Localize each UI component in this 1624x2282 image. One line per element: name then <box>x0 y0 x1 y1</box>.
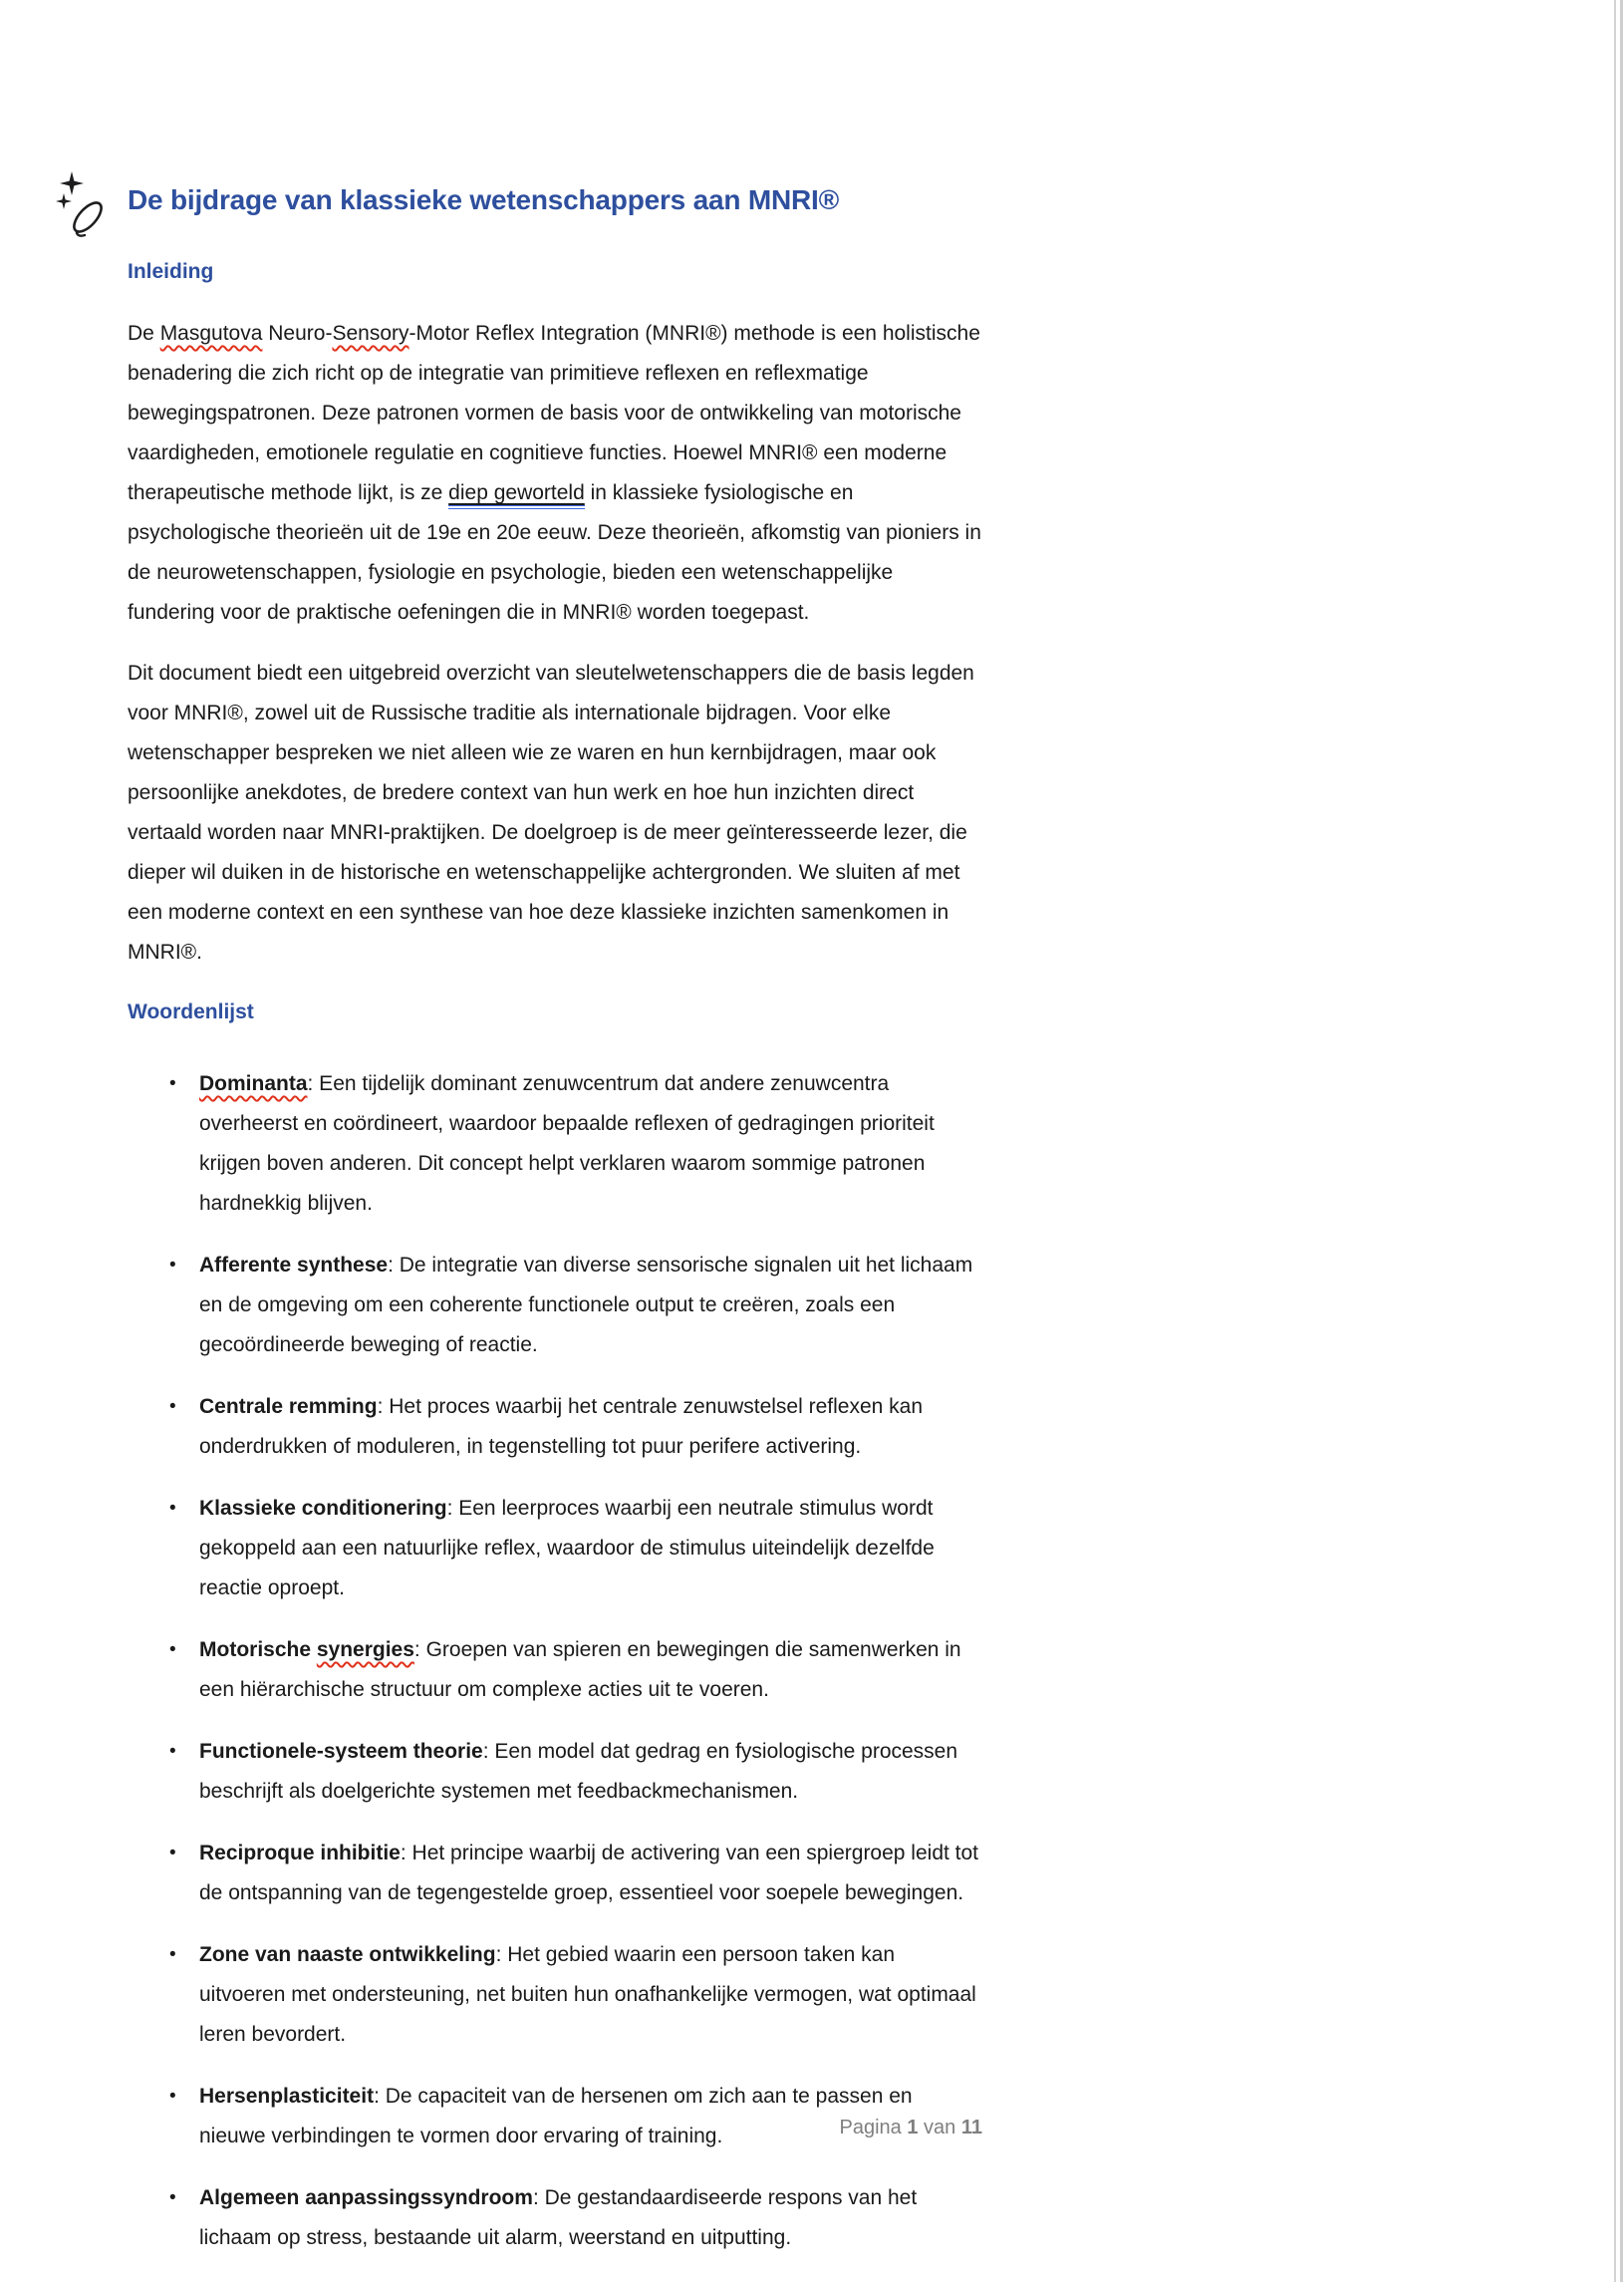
bullet-marker: • <box>169 1843 176 1863</box>
glossary-term: Reciproque inhibitie <box>199 1842 401 1864</box>
glossary-item <box>128 1064 982 1224</box>
glossary-definition: : De integratie van diverse sensorische signalen uit het lichaam en de omgeving om een coherente functionele output te creëren, zoals een gecoördineerde beweging of reactie. <box>199 1254 973 1356</box>
glossary-item <box>128 2178 982 2258</box>
glossary-term: Hersenplasticiteit <box>199 2085 375 2108</box>
glossary-item <box>128 1387 982 1467</box>
bullet-marker: • <box>169 2086 176 2107</box>
canvas-edge-line <box>1620 0 1623 2282</box>
sparkle-icon <box>56 193 72 209</box>
bullet-marker: • <box>169 1639 176 1660</box>
sparkle-icon <box>60 171 84 195</box>
footer-label: Pagina <box>839 2117 908 2139</box>
glossary-definition: : Het principe waarbij de activering van een spiergroep leidt tot de ontspanning van de tegengestelde groep, essentieel voor soepele bewegingen. <box>199 1842 979 1904</box>
bullet-marker: • <box>169 1255 176 1276</box>
glossary-term: Klassieke conditionering <box>199 1497 447 1520</box>
footer-of-label: van <box>918 2117 961 2139</box>
glossary-term: Functionele-systeem theorie <box>199 1740 483 1763</box>
glossary-list <box>128 1064 982 2258</box>
glossary-item <box>128 1246 982 1365</box>
intro-paragraph-2: Dit document biedt een uitgebreid overzicht van sleutelwetenschappers die de basis legden voor MNRI®, zowel uit de Russische traditie als internationale bijdragen. Voor elke wetenschapper bespreken we niet alleen wie ze waren en hun kernbijdragen, maar ook persoonlijke anekdotes, de bredere context van hun werk en hoe hun inzichten direct vertaald worden naar MNRI-praktijken. De doelgroep is de meer geïnteresseerde lezer, die dieper wil duiken in de historische en wetenschappelijke achtergronden. We sluiten af met een moderne context en een synthese van hoe deze klassieke inzichten samenkomen in MNRI®. <box>128 662 974 964</box>
glossary-term: Centrale remming <box>199 1395 378 1418</box>
intro-paragraph-1: De Masgutova Neuro-Sensory-Motor Reflex Integration (MNRI®) methode is een holistische benadering die zich richt op de integratie van primitieve reflexen en reflexmatige bewegingspatronen. Deze patronen vormen de basis voor de ontwikkeling van motorische vaardigheden, emotionele regulatie en cognitieve functies. Hoewel MNRI® een moderne therapeutische methode lijkt, is ze diep geworteld in klassieke fysiologische en psychologische theorieën uit de 19e en 20e eeuw. Deze theorieën, afkomstig van pioniers in de neurowetenschappen, fysiologie en psychologie, bieden een wetenschappelijke fundering voor de praktische oefeningen die in MNRI® worden toegepast. <box>128 322 981 624</box>
page-title: De bijdrage van klassieke wetenschappers aan MNRI® <box>128 184 840 215</box>
bullet-marker: • <box>169 1741 176 1762</box>
glossary-definition: : Een tijdelijk dominant zenuwcentrum dat andere zenuwcentra overheerst en coördineert, waardoor bepaalde reflexen of gedragingen prioriteit krijgen boven anderen. Dit concept helpt verklaren waarom sommige patronen hardnekkig blijven. <box>199 1072 935 1215</box>
section-heading-woordenlijst: Woordenlijst <box>128 1000 254 1023</box>
canvas-edge-line <box>1614 0 1616 2282</box>
glossary-definition: : Groepen van spieren en bewegingen die samenwerken in een hiërarchische structuur om complexe acties uit te voeren. <box>199 1638 961 1701</box>
copilot-pen-sparkle-icon[interactable] <box>50 167 116 243</box>
document-content <box>128 0 982 2280</box>
glossary-term: Zone van naaste ontwikkeling <box>199 1943 496 1966</box>
bullet-marker: • <box>169 1944 176 1965</box>
glossary-item <box>128 1935 982 2055</box>
bullet-marker: • <box>169 1498 176 1519</box>
glossary-definition: : De gestandaardiseerde respons van het lichaam op stress, bestaande uit alarm, weerstand en uitputting. <box>199 2186 918 2249</box>
bullet-marker: • <box>169 2187 176 2208</box>
bullet-marker: • <box>169 1396 176 1417</box>
glossary-definition: : De capaciteit van de hersenen om zich aan te passen en nieuwe verbindingen te vormen door ervaring of training. <box>199 2085 913 2147</box>
glossary-term: Afferente synthese <box>199 1254 389 1277</box>
bullet-marker: • <box>169 1073 176 1094</box>
glossary-definition: : Een leerproces waarbij een neutrale stimulus wordt gekoppeld aan een natuurlijke reflex, waardoor de stimulus uiteindelijk dezelfde reactie oproept. <box>199 1497 935 1599</box>
glossary-item <box>128 1630 982 1710</box>
glossary-term: Algemeen aanpassingssyndroom <box>199 2186 533 2209</box>
glossary-item <box>128 1489 982 1608</box>
glossary-term: Dominanta <box>199 1072 308 1095</box>
page-footer <box>128 2117 982 2139</box>
glossary-definition: : Het proces waarbij het centrale zenuwstelsel reflexen kan onderdrukken of moduleren, in tegenstelling tot puur perifere activering. <box>199 1395 924 1458</box>
glossary-item <box>128 1834 982 1913</box>
glossary-definition: : Het gebied waarin een persoon taken kan uitvoeren met ondersteuning, net buiten hun onafhankelijke vermogen, wat optimaal leren bevordert. <box>199 1943 976 2046</box>
glossary-item <box>128 1732 982 1812</box>
footer-page-number: 1 <box>907 2117 919 2139</box>
section-heading-inleiding: Inleiding <box>128 260 214 283</box>
footer-total-pages: 11 <box>960 2117 982 2139</box>
glossary-term: Motorische synergies <box>199 1638 414 1661</box>
glossary-definition: : Een model dat gedrag en fysiologische processen beschrijft als doelgerichte systemen met feedbackmechanismen. <box>199 1740 958 1803</box>
